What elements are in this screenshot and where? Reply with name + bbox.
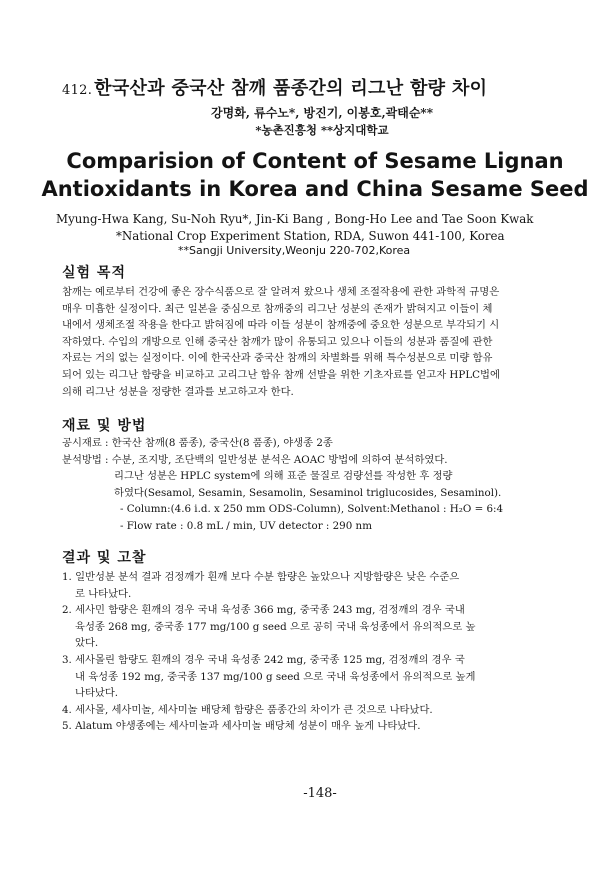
materials-row: - Flow rate : 0.8 mL / min, UV detector : 290 nm <box>120 519 372 532</box>
results-row: 육성종 268 mg, 중국종 177 mg/100 g seed 으로 공히 국내 육성종에서 유의적으로 높 <box>75 620 476 633</box>
korean-title-text: 한국산과 중국산 참깨 품종간의 리그난 함량 차이 <box>94 78 488 99</box>
results-row: 3. 세사몰린 함량도 흰깨의 경우 국내 육성종 242 mg, 중국종 125 mg, 검정깨의 경우 국 <box>62 653 465 666</box>
section-heading-purpose: 실험 목적 <box>62 265 126 281</box>
english-affiliation-1: *National Crop Experiment Station, RDA, Suwon 441-100, Korea <box>116 229 505 243</box>
purpose-line: 되어 있는 리그난 함량을 비교하고 고리그난 함유 참깨 선발을 위한 기초자료를 얻고자 HPLC법에 <box>62 368 500 381</box>
materials-row: - Column:(4.6 i.d. x 250 mm ODS-Column), Solvent:Methanol : H₂O = 6:4 <box>120 503 504 516</box>
materials-row: 분석방법 : 수분, 조지방, 조단백의 일반성분 분석은 AOAC 방법에 의하여 분석하였다. <box>62 453 448 466</box>
purpose-line: 작하였다. 수입의 개방으로 인해 중국산 참깨가 많이 유통되고 있으나 이들의 성분과 품질에 관한 <box>62 335 493 348</box>
materials-block <box>62 435 552 535</box>
purpose-line: 참깨는 예로부터 건강에 좋은 장수식품으로 잘 알려져 왔으나 생체 조절작용에 관한 과학적 규명은 <box>62 286 500 298</box>
results-row: 았다. <box>75 637 99 650</box>
english-title-line-2: Antioxidants in Korea and China Sesame Seed <box>41 177 589 201</box>
korean-authors: 강명화, 류수노*, 방진기, 이봉호,곽태순** <box>211 106 433 120</box>
purpose-line: 매우 미흡한 실정이다. 최근 일본을 중심으로 참깨중의 리그난 성분의 존재가 밝혀지고 이들이 체 <box>62 302 493 315</box>
section-heading-results: 결과 및 고찰 <box>62 550 147 566</box>
results-row: 2. 세사민 함량은 흰깨의 경우 국내 육성종 366 mg, 중국종 243 mg, 검정깨의 경우 국내 <box>62 604 465 617</box>
results-row: 나타났다. <box>75 687 119 700</box>
english-authors: Myung-Hwa Kang, Su-Noh Ryu*, Jin-Ki Bang , Bong-Ho Lee and Tae Soon Kwak <box>56 212 534 226</box>
purpose-line: 내에서 생체조절 작용을 한다고 밝혀짐에 따라 이들 성분이 참깨중에 중요한 성분으로 부각되기 시 <box>62 319 500 332</box>
english-affiliation-2: **Sangji University,Weonju 220-702,Korea <box>178 244 411 257</box>
korean-affiliations: *농촌진흥청 **상지대학교 <box>255 123 389 137</box>
page-number: -148- <box>303 786 337 801</box>
english-title-line-1: Comparision of Content of Sesame Lignan <box>66 149 564 173</box>
purpose-line: 자료는 거의 없는 실정이다. 이에 한국산과 중국산 참깨의 차별화를 위해 특수성분으로 미량 함유 <box>62 352 493 365</box>
abstract-number: 412. <box>62 83 93 98</box>
results-block <box>62 569 550 735</box>
materials-row: 리그난 성분은 HPLC system에 의해 표준 물질로 검량선를 작성한 후 정량 <box>114 470 453 483</box>
materials-row: 하였다(Sesamol, Sesamin, Sesamolin, Sesaminol triglucosides, Sesaminol). <box>114 486 502 499</box>
korean-title <box>62 74 562 100</box>
results-row: 로 나타났다. <box>75 587 132 600</box>
purpose-paragraph <box>62 284 544 400</box>
purpose-line: 의해 리그난 성분을 정량한 결과를 보고하고자 한다. <box>62 385 294 398</box>
section-heading-materials: 재료 및 방법 <box>62 418 147 434</box>
results-row: 4. 세사몰, 세사미놀, 세사미놀 배당체 함량은 품종간의 차이가 큰 것으로 나타났다. <box>62 703 433 716</box>
results-row: 5. Alatum 야생종에는 세사미놀과 세사미놀 배당체 성분이 매우 높게 나타났다. <box>62 720 421 733</box>
materials-row: 공시재료 : 한국산 참깨(8 품종), 중국산(8 품종), 야생종 2종 <box>62 437 333 449</box>
results-row: 내 육성종 192 mg, 중국종 137 mg/100 g seed 으로 국내 육성종에서 유의적으로 높게 <box>75 670 476 683</box>
results-row: 1. 일반성분 분석 결과 검정깨가 흰깨 보다 수분 함량은 높았으나 지방함량은 낮은 수준으 <box>62 571 460 583</box>
